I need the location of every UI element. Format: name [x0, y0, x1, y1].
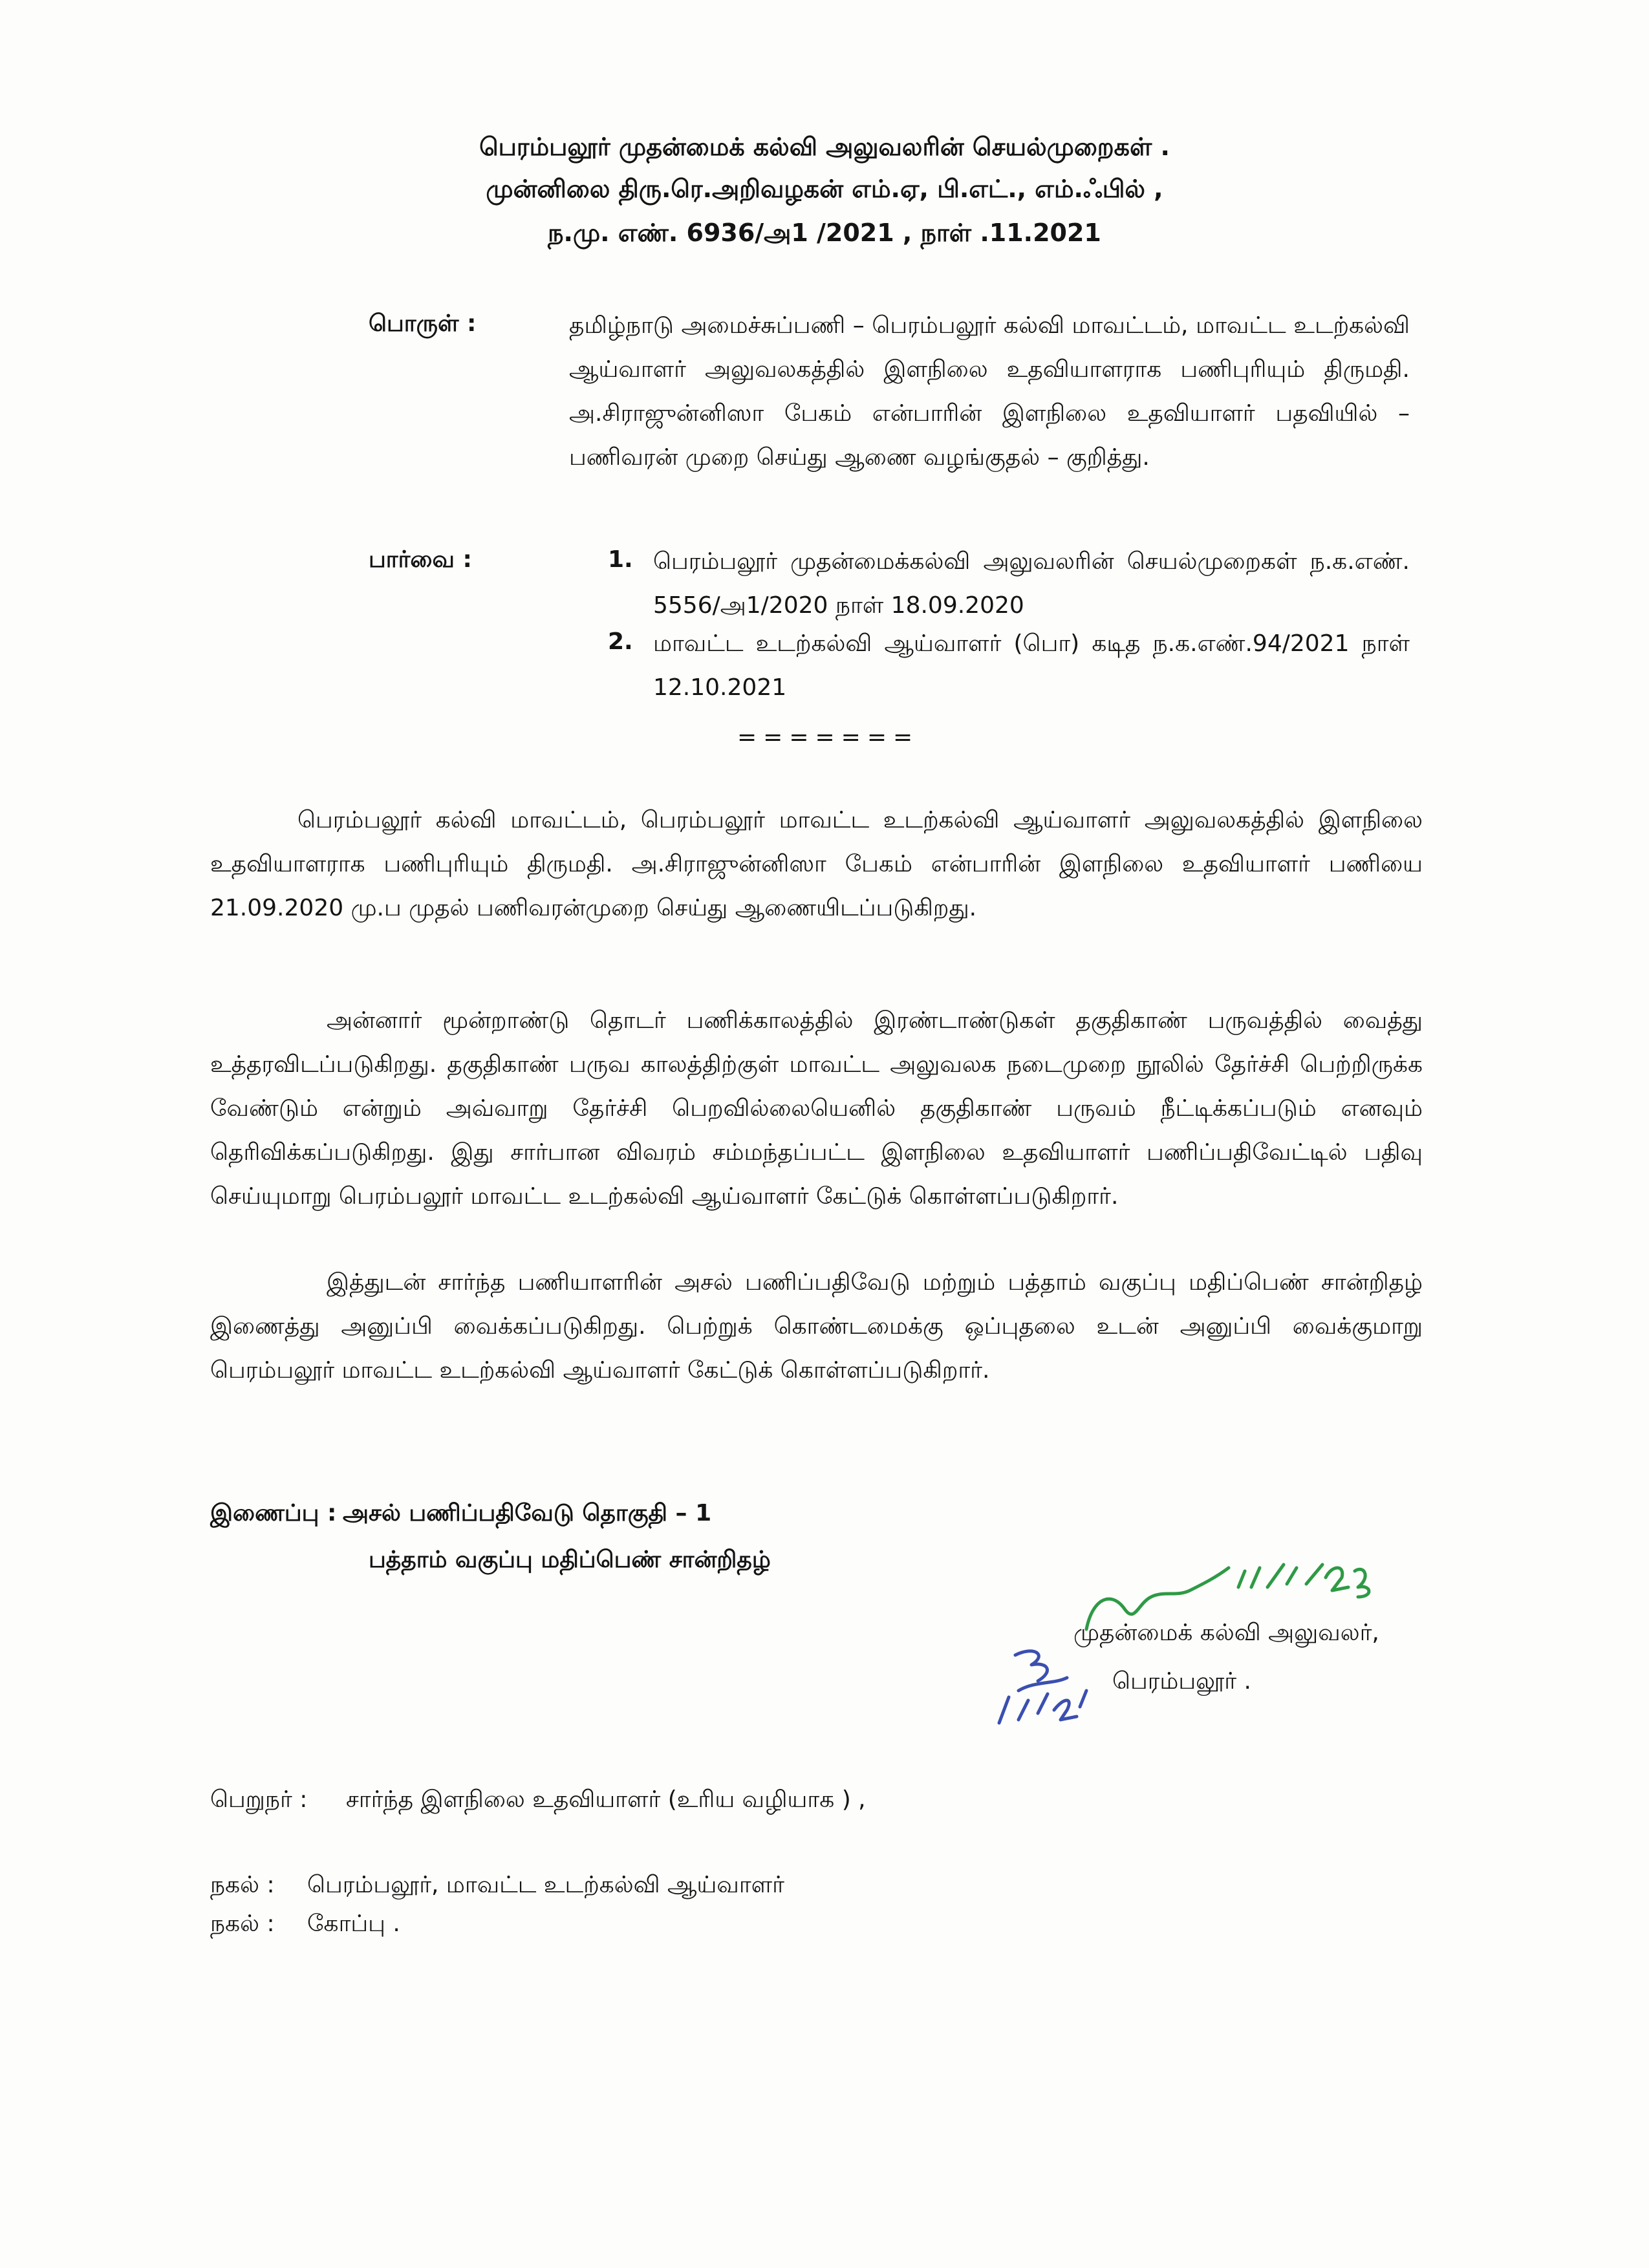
copy-text-1: பெரம்பலூர், மாவட்ட உடற்கல்வி ஆய்வாளர் [307, 1872, 784, 1898]
copy-text-2: கோப்பு . [307, 1910, 400, 1937]
reference-item-2-num: 2. [608, 628, 633, 655]
reference-item-1-text: பெரம்பலூர் முதன்மைக்கல்வி அலுவலரின் செயல்முறைகள் ந.க.எண். 5556/அ1/2020 நாள் 18.09.2020 [653, 548, 1410, 619]
copy-label-1: நகல் : [210, 1872, 275, 1898]
reference-item-1-num: 1. [608, 546, 633, 573]
body-paragraph-2: அன்னார் மூன்றாண்டு தொடர் பணிக்காலத்தில் இரண்டாண்டுகள் தகுதிகாண் பருவத்தில் வைத்து உத்தரவிடப்படுகிறது. தகுதிகாண் பருவ காலத்திற்குள் மாவட்ட அலுவலக நடைமுறை நூலில் தேர்ச்சி பெற்றிருக்க வேண்டும் என்றும் அவ்வாறு தேர்ச்சி பெறவில்லையெனில் தகுதிகாண் பருவம் நீட்டிக்கப்படும் எனவும் தெரிவிக்கப்படுகிறது. இது சார்பான விவரம் சம்மந்தப்பட்ட இளநிலை உதவியாளர் பணிப்பதிவேட்டில் பதிவு செய்யுமாறு பெரம்பலூர் மாவட்ட உடற்கல்வி ஆய்வாளர் கேட்டுக் கொள்ளப்படுகிறார். [210, 1007, 1423, 1210]
enclosure-line-1: அசல் பணிப்பதிவேடு தொகுதி – 1 [343, 1500, 712, 1526]
recipient-label: பெறுநர் : [210, 1786, 308, 1813]
subject-label: பொருள் : [369, 310, 477, 337]
recipient-text: சார்ந்த இளநிலை உதவியாளர் (உரிய வழியாக ) , [346, 1786, 866, 1813]
reference-item-2-text: மாவட்ட உடற்கல்வி ஆய்வாளர் (பொ) கடித ந.க.எண்.94/2021 நாள் 12.10.2021 [653, 630, 1410, 701]
signatory-title: முதன்மைக் கல்வி அலுவலர், [1073, 1620, 1379, 1646]
reference-label: பார்வை : [369, 546, 472, 573]
header-line-2: முன்னிலை திரு.ரெ.அறிவழகன் எம்.ஏ, பி.எட்., எம்.ஃபில் , [486, 175, 1163, 203]
separator: ======= [737, 724, 920, 751]
header-line-1: பெரம்பலூர் முதன்மைக் கல்வி அலுவலரின் செயல்முறைகள் . [479, 133, 1170, 161]
enclosure-line-2: பத்தாம் வகுப்பு மதிப்பெண் சான்றிதழ் [369, 1546, 771, 1573]
subject-text: தமிழ்நாடு அமைச்சுப்பணி – பெரம்பலூர் கல்வி மாவட்டம், மாவட்ட உடற்கல்வி ஆய்வாளர் அலுவலகத்தில் இளநிலை உதவியாளராக பணிபுரியும் திருமதி. அ.சிராஜுன்னிஸா பேகம் என்பாரின் இளநிலை உதவியாளர் பதவியில் – பணிவரன் முறை செய்து ஆணை வழங்குதல் – குறித்து. [569, 312, 1410, 471]
signatory-place: பெரம்பலூர் . [1112, 1668, 1251, 1695]
enclosure-label: இணைப்பு : [210, 1500, 337, 1526]
body-paragraph-3: இத்துடன் சார்ந்த பணியாளரின் அசல் பணிப்பதிவேடு மற்றும் பத்தாம் வகுப்பு மதிப்பெண் சான்றிதழ் இணைத்து அனுப்பி வைக்கப்படுகிறது. பெற்றுக் கொண்டமைக்கு ஒப்புதலை உடன் அனுப்பி வைக்குமாறு பெரம்பலூர் மாவட்ட உடற்கல்வி ஆய்வாளர் கேட்டுக் கொள்ளப்படுகிறார். [210, 1269, 1423, 1384]
header-line-3: ந.மு. எண். 6936/அ1 /2021 , நாள் .11.2021 [548, 219, 1101, 247]
body-paragraph-1: பெரம்பலூர் கல்வி மாவட்டம், பெரம்பலூர் மாவட்ட உடற்கல்வி ஆய்வாளர் அலுவலகத்தில் இளநிலை உதவியாளராக பணிபுரியும் திருமதி. அ.சிராஜுன்னிஸா பேகம் என்பாரின் இளநிலை உதவியாளர் பணியை 21.09.2020 மு.ப முதல் பணிவரன்முறை செய்து ஆணையிடப்படுகிறது. [210, 807, 1423, 921]
copy-label-2: நகல் : [210, 1910, 275, 1937]
